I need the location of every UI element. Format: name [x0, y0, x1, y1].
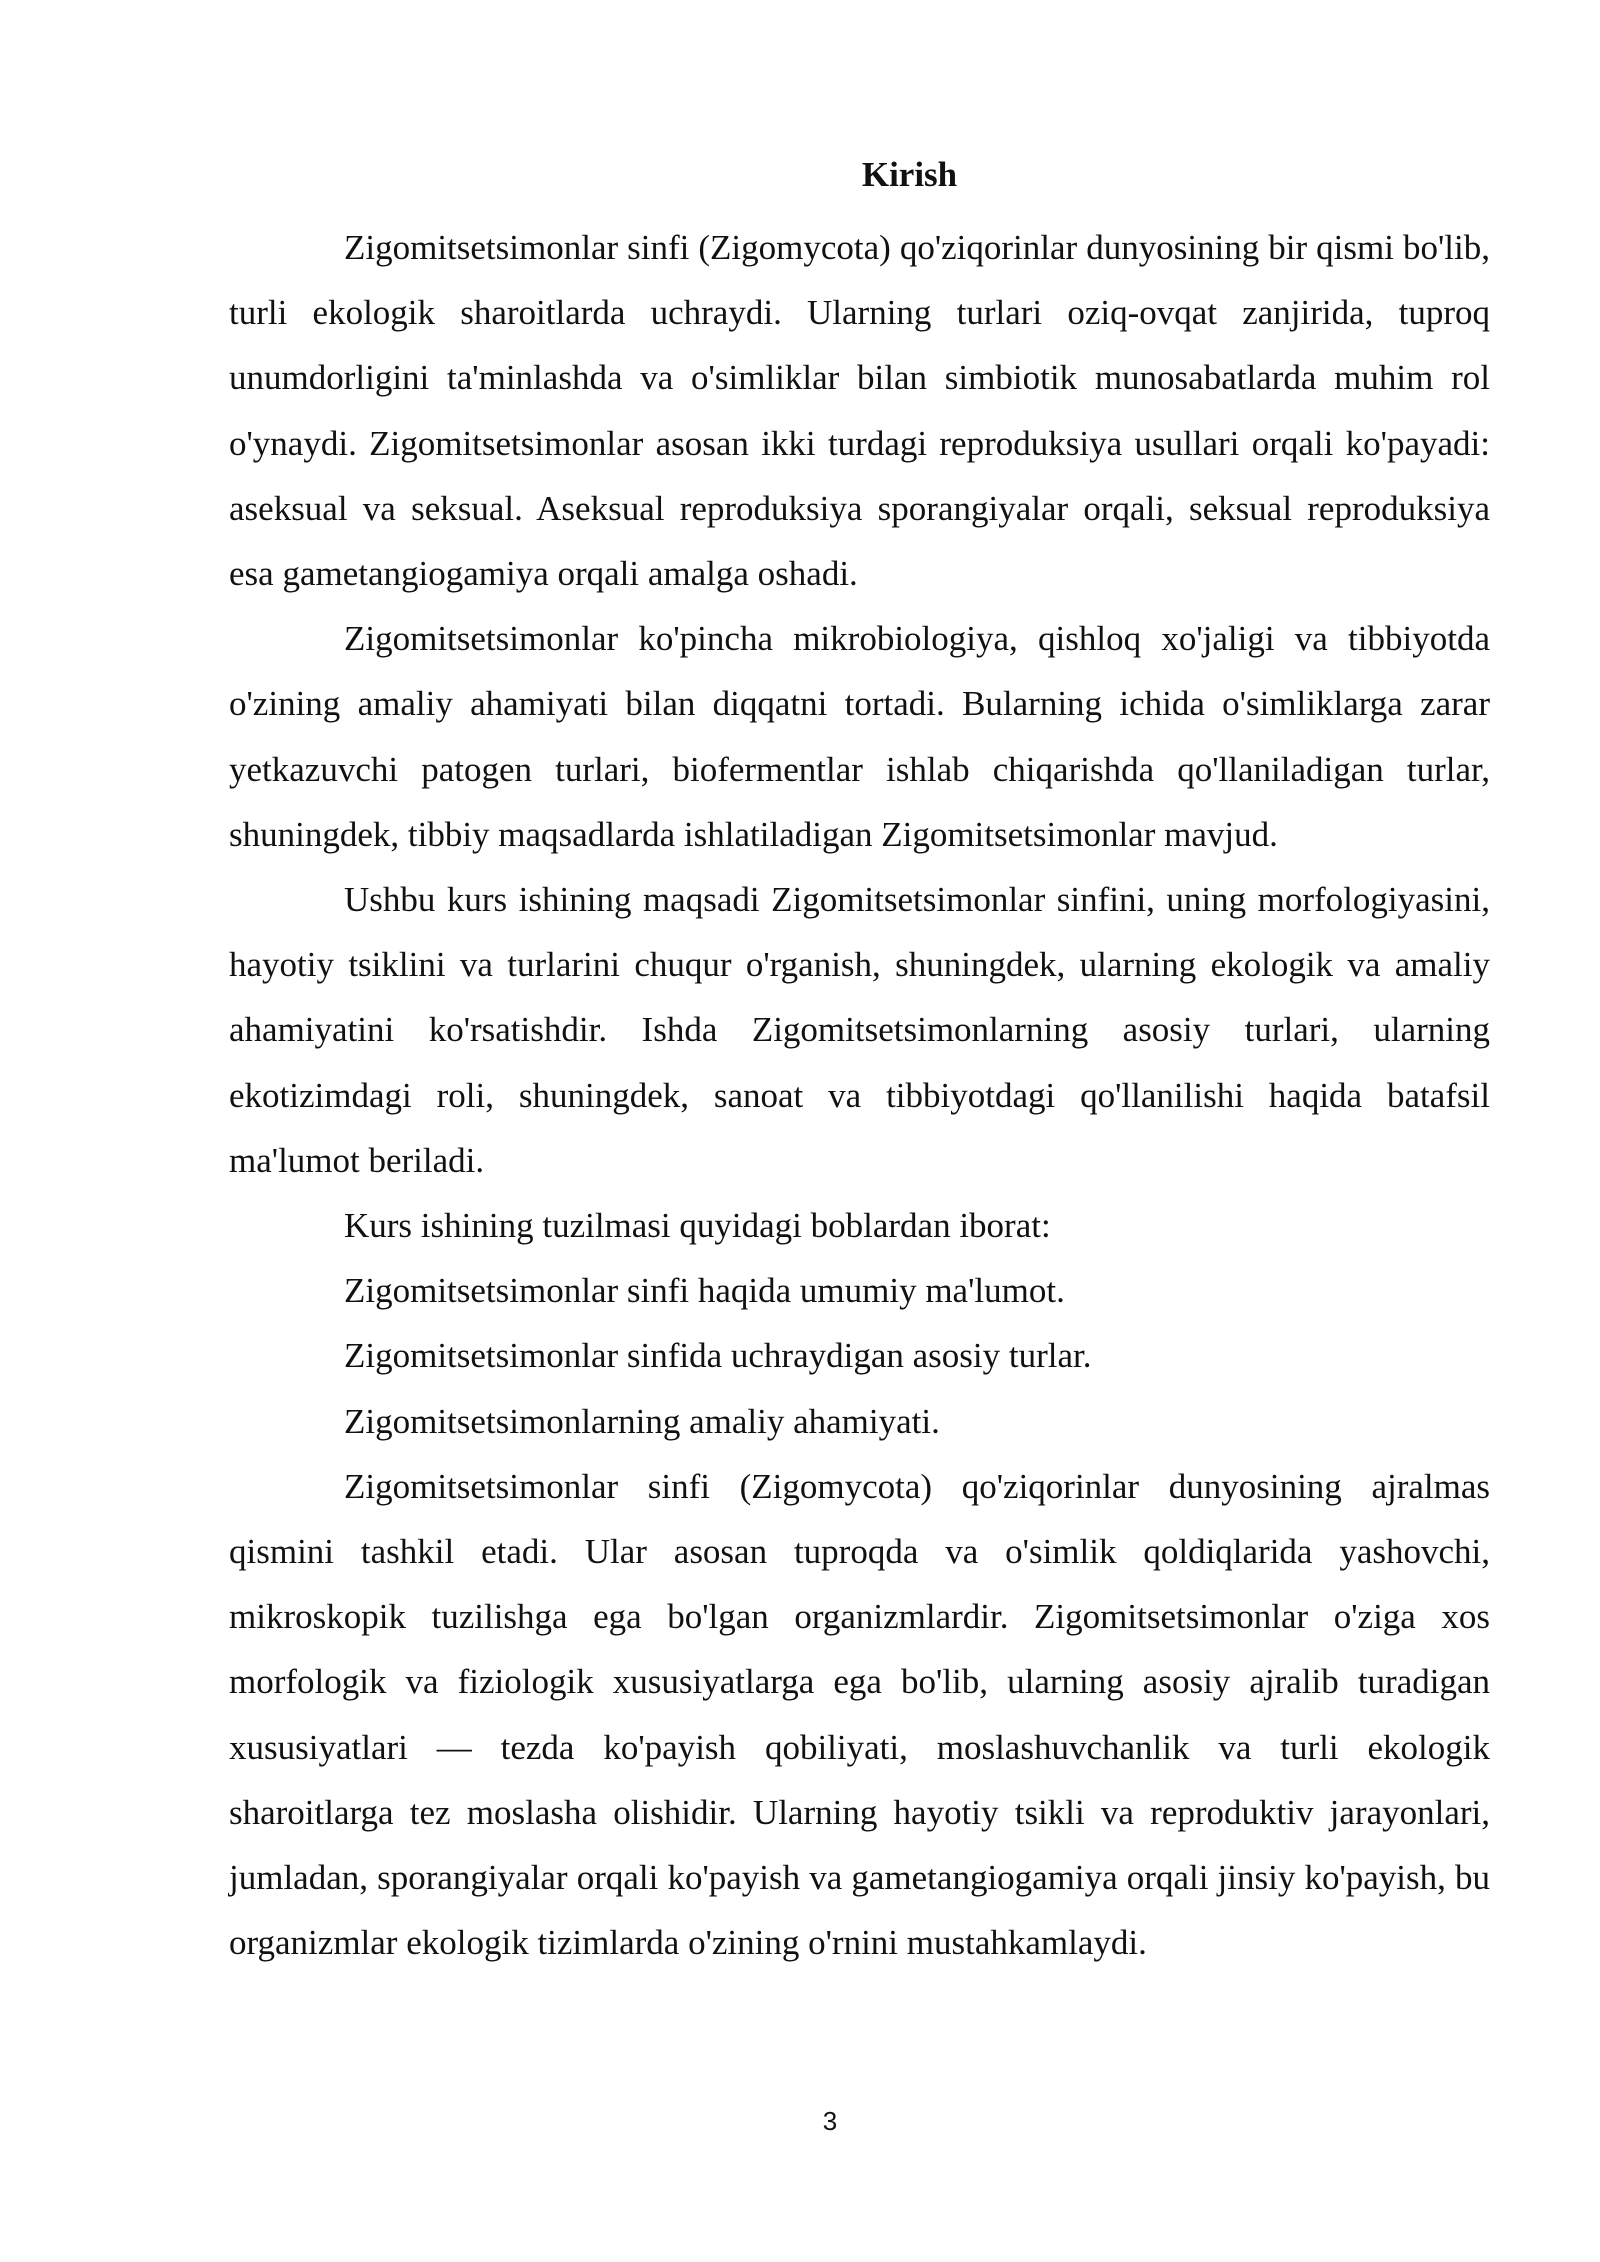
- structure-item-3: Zigomitsetsimonlarning amaliy ahamiyati.: [344, 1401, 940, 1441]
- structure-item-1: Zigomitsetsimonlar sinfi haqida umumiy ma'lumot.: [344, 1271, 1065, 1311]
- document-page: [229, 150, 1490, 1975]
- structure-intro: Kurs ishining tuzilmasi quyidagi boblardan iborat:: [344, 1206, 1051, 1246]
- structure-item-2: Zigomitsetsimonlar sinfida uchraydigan asosiy turlar.: [344, 1336, 1092, 1376]
- page-number: 3: [822, 2106, 838, 2136]
- paragraph-intro: Zigomitsetsimonlar sinfi (Zigomycota) qo'ziqorinlar dunyosining bir qismi bo'lib, turli ekologik sharoitlarda uchraydi. Ularning turlari oziq-ovqat zanjirida, tuproq unumdorligini ta'minlashda va o'simliklar bilan simbiotik munosabatlarda muhim rol o'ynaydi. Zigomitsetsimonlar asosan ikki turdagi reproduksiya usullari orqali ko'payadi: aseksual va seksual. Aseksual reproduksiya sporangiyalar orqali, seksual reproduksiya esa gametangiogamiya orqali amalga oshadi.: [229, 228, 1490, 594]
- page-title: Kirish: [861, 155, 958, 194]
- paragraph-practical: Zigomitsetsimonlar ko'pincha mikrobiologiya, qishloq xo'jaligi va tibbiyotda o'zining amaliy ahamiyati bilan diqqatni tortadi. Bularning ichida o'simliklarga zarar yetkazuvchi patogen turlari, biofermentlar ishlab chiqarishda qo'llaniladigan turlar, shuningdek, tibbiy maqsadlarda ishlatiladigan Zigomitsetsimonlar mavjud.: [229, 619, 1490, 854]
- paragraph-closing: Zigomitsetsimonlar sinfi (Zigomycota) qo'ziqorinlar dunyosining ajralmas qismini tashkil etadi. Ular asosan tuproqda va o'simlik qoldiqlarida yashovchi, mikroskopik tuzilishga ega bo'lgan organizmlardir. Zigomitsetsimonlar o'ziga xos morfologik va fiziologik xususiyatlarga ega bo'lib, ularning asosiy ajralib turadigan xususiyatlari — tezda ko'payish qobiliyati, moslashuvchanlik va turli ekologik sharoitlarga tez moslasha olishidir. Ularning hayotiy tsikli va reproduktiv jarayonlari, jumladan, sporangiyalar orqali ko'payish va gametangiogamiya orqali jinsiy ko'payish, bu organizmlar ekologik tizimlarda o'zining o'rnini mustahkamlaydi.: [229, 1466, 1490, 1963]
- paragraph-aim: Ushbu kurs ishining maqsadi Zigomitsetsimonlar sinfini, uning morfologiyasini, hayotiy tsiklini va turlarini chuqur o'rganish, shuningdek, ularning ekologik va amaliy ahamiyatini ko'rsatishdir. Ishda Zigomitsetsimonlarning asosiy turlari, ularning ekotizimdagi roli, shuningdek, sanoat va tibbiyotdagi qo'llanilishi haqida batafsil ma'lumot beriladi.: [229, 880, 1490, 1180]
